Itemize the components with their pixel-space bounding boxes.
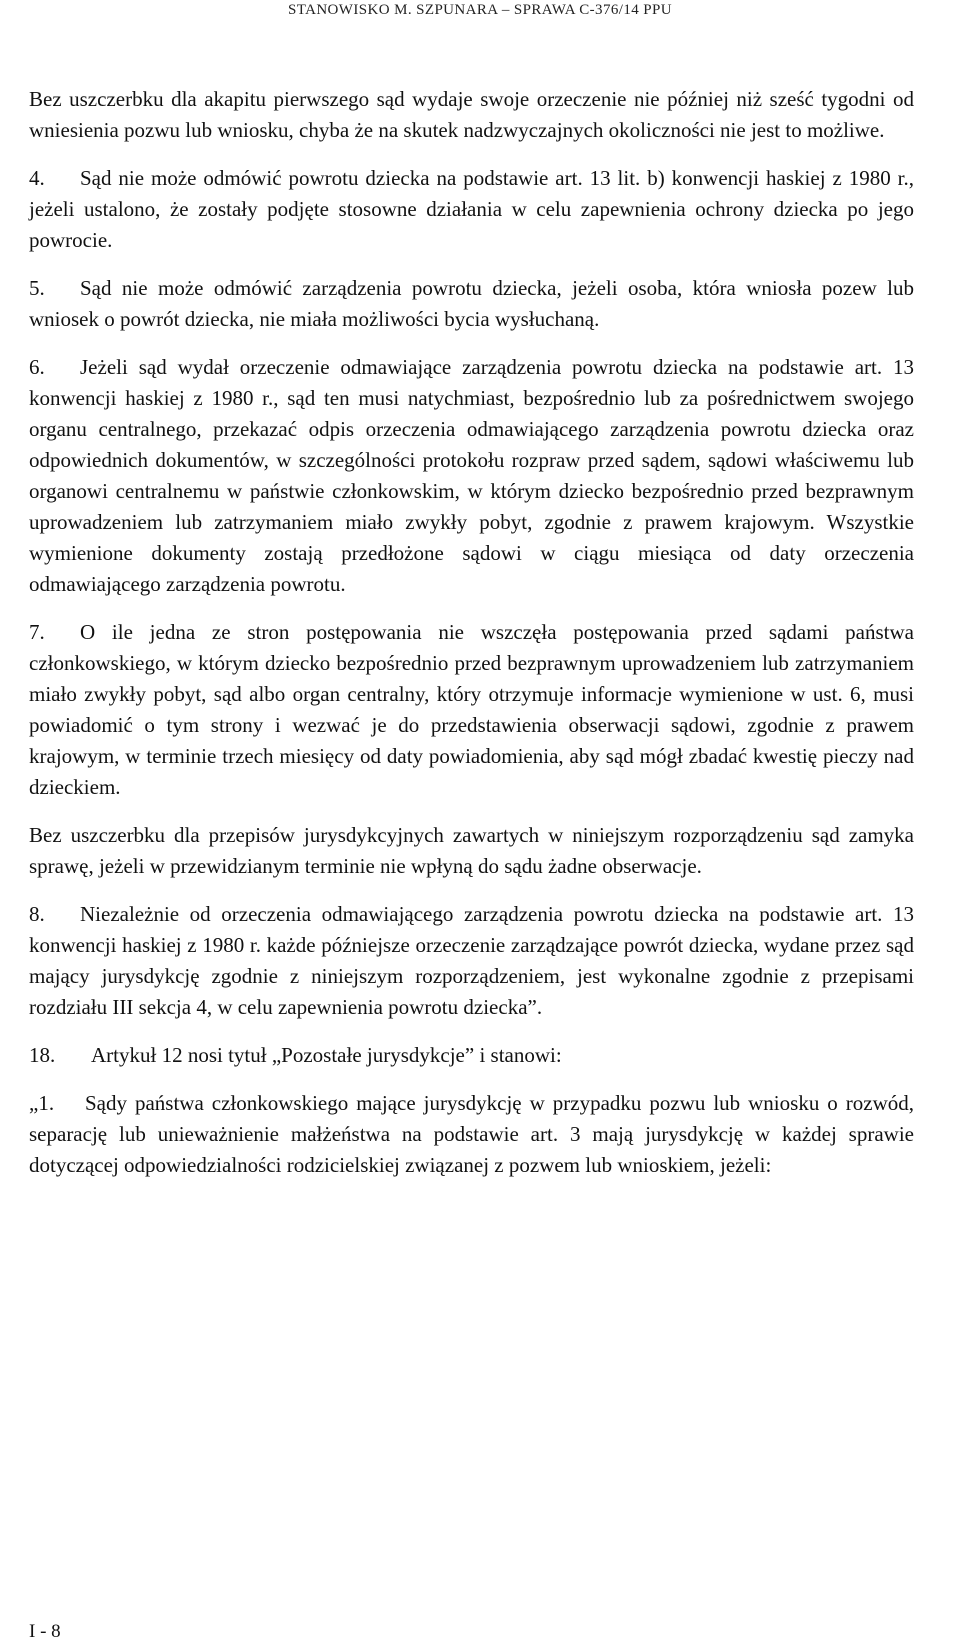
paragraph-8 — [29, 899, 914, 1023]
paragraph-6 — [29, 352, 914, 600]
paragraph-text: Niezależnie od orzeczenia odmawiającego zarządzenia powrotu dziecka na podstawie art. 13 konwencji haskiej z 1980 r. każde późniejsze orzeczenie zarządzające powrót dziecka, wydane przez sąd mający jurysdykcję zgodnie z niniejszym rozporządzeniem, jest wykonalne zgodnie z przepisami rozdziału III sekcja 4, w celu zapewnienia powrotu dziecka”. — [29, 902, 914, 1019]
paragraph-number: 6. — [29, 355, 45, 379]
paragraph-unnumbered-1 — [29, 84, 914, 146]
paragraph-text: O ile jedna ze stron postępowania nie wszczęła postępowania przed sądami państwa członkowskiego, w którym dziecko bezpośrednio przed bezprawnym uprowadzeniem lub zatrzymaniem miało zwykły pobyt, sąd albo organ centralny, który otrzymuje informacje wymienione w ust. 6, musi powiadomić o tym strony i wezwać je do przedstawienia obserwacji sądowi, zgodnie z prawem krajowym, w terminie trzech miesięcy od daty powiadomienia, aby sąd mógł zbadać kwestię pieczy nad dzieckiem. — [29, 620, 914, 799]
paragraph-unnumbered-2 — [29, 820, 914, 882]
paragraph-4 — [29, 163, 914, 256]
paragraph-number: 8. — [29, 902, 45, 926]
paragraph-text: Bez uszczerbku dla przepisów jurysdykcyjnych zawartych w niniejszym rozporządzeniu sąd zamyka sprawę, jeżeli w przewidzianym terminie nie wpłyną do sądu żadne obserwacje. — [29, 823, 914, 878]
paragraph-number: 18. — [29, 1043, 56, 1067]
paragraph-text: Artykuł 12 nosi tytuł „Pozostałe jurysdykcje” i stanowi: — [91, 1043, 562, 1067]
paragraph-18 — [29, 1040, 914, 1071]
paragraph-text: Sąd nie może odmówić powrotu dziecka na podstawie art. 13 lit. b) konwencji haskiej z 1980 r., jeżeli ustalono, że zostały podjęte stosowne działania w celu zapewnienia ochrony dziecka po jego powrocie. — [29, 166, 914, 252]
paragraph-number: 4. — [29, 166, 45, 190]
running-header: STANOWISKO M. SZPUNARA – SPRAWA C-376/14 PPU — [287, 2, 672, 18]
paragraph-number: 7. — [29, 620, 45, 644]
paragraph-text: Bez uszczerbku dla akapitu pierwszego sąd wydaje swoje orzeczenie nie później niż sześć tygodni od wniesienia pozwu lub wniosku, chyba że na skutek nadzwyczajnych okoliczności nie jest to możliwe. — [29, 87, 914, 142]
paragraph-7 — [29, 617, 914, 803]
paragraph-number: 5. — [29, 276, 45, 300]
paragraph-quote-1 — [29, 1088, 914, 1181]
paragraph-5 — [29, 273, 914, 335]
paragraph-number: „1. — [29, 1091, 55, 1115]
paragraph-text: Sąd nie może odmówić zarządzenia powrotu dziecka, jeżeli osoba, która wniosła pozew lub wniosek o powrót dziecka, nie miała możliwości bycia wysłuchaną. — [29, 276, 914, 331]
document-body — [29, 84, 914, 1198]
paragraph-text: Jeżeli sąd wydał orzeczenie odmawiające zarządzenia powrotu dziecka na podstawie art. 13 konwencji haskiej z 1980 r., sąd ten musi natychmiast, bezpośrednio lub za pośrednictwem swojego organu centralnego, przekazać odpis orzeczenia odmawiającego zarządzenia powrotu dziecka oraz odpowiednich dokumentów, w szczególności protokołu rozpraw przed sądem, sądowi właściwemu lub organowi centralnemu w państwie członkowskim, w którym dziecko bezpośrednio przed bezprawnym uprowadzeniem lub zatrzymaniem miało zwykły pobyt, zgodnie z prawem krajowym. Wszystkie wymienione dokumenty zostają przedłożone sądowi w ciągu miesiąca od daty orzeczenia odmawiającego zarządzenia powrotu. — [29, 355, 914, 596]
paragraph-text: Sądy państwa członkowskiego mające jurysdykcję w przypadku pozwu lub wniosku o rozwód, separację lub unieważnienie małżeństwa na podstawie art. 3 mają jurysdykcję w każdej sprawie dotyczącej odpowiedzialności rodzicielskiej związanej z pozwem lub wnioskiem, jeżeli: — [29, 1091, 914, 1177]
page-number: I - 8 — [29, 1621, 61, 1642]
